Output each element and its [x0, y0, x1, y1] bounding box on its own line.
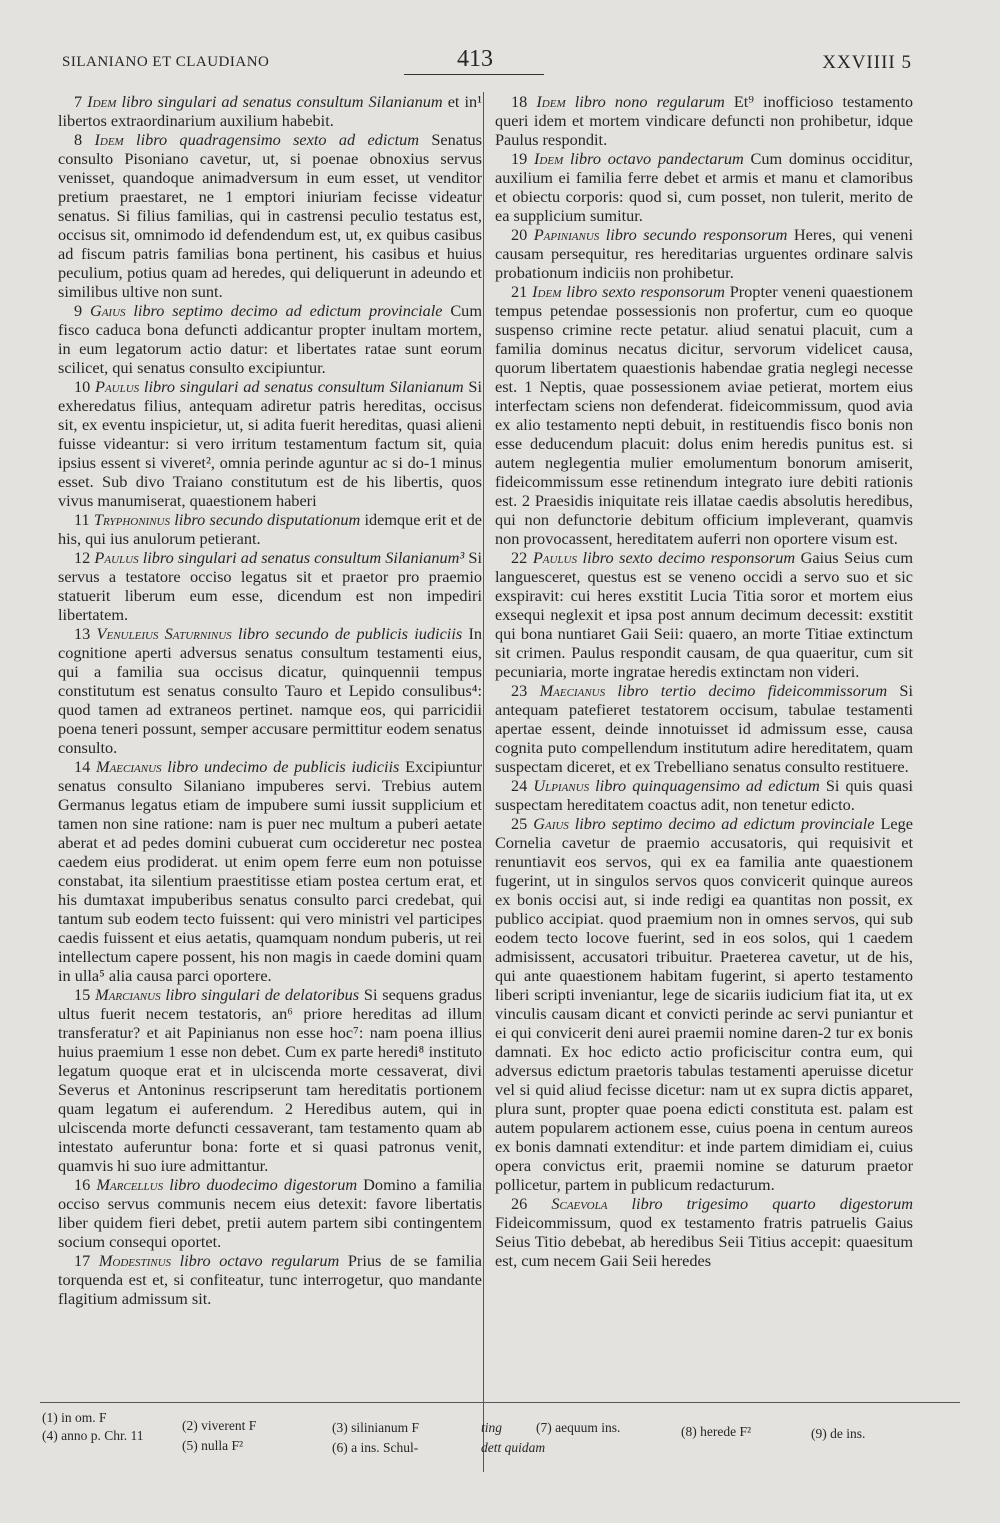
law-fragment: [495, 548, 913, 681]
fragment-source: libro quinquagensimo ad edictum: [595, 776, 820, 795]
fragment-author: Ulpianus: [533, 776, 590, 795]
fragment-source: libro singulari de delatoribus: [165, 985, 360, 1004]
fragment-author: Gaius: [89, 301, 126, 320]
fragment-author: Paulus: [532, 548, 577, 567]
law-fragment: [58, 92, 482, 130]
fragment-source: libro singulari ad senatus consultum Silanianum: [121, 92, 443, 111]
running-head-right: XXVIIII 5: [822, 52, 912, 73]
law-fragment: [58, 548, 482, 624]
law-fragment: [58, 985, 482, 1175]
fragment-number: 17: [74, 1251, 91, 1270]
fragment-author: Maecianus: [96, 757, 162, 776]
law-fragment: [495, 225, 913, 282]
footnote: (6) a ins. Schul-: [332, 1440, 419, 1455]
fragment-author: Papinianus: [533, 225, 600, 244]
footnote: (5) nulla F²: [182, 1438, 244, 1453]
fragment-text: Gaius Seius cum languesceret, questus est se veneno occidi a servo suo et sic exspiravit: cui heres exstitit Lucia Titia soror et mortem eius exsequi neglexit et ipsa post annum decimum decessit: exstitit qui bona nuntiaret Gaii Seii: quaero, an morte Titiae extinctum sit crimen. Paulus respondit causam, de qua quaeritur, cum sit pecuniaria, morte ingratae heredis extinctam non videri.: [495, 548, 914, 681]
column-divider: [483, 92, 484, 1472]
header-rule: [404, 74, 544, 75]
fragment-number: 18: [511, 92, 528, 111]
fragment-source: libro secundo responsorum: [605, 225, 788, 244]
fragment-text: Si sequens gradus ultus fuerit necem testatoris, an⁶ priore hereditas ad illum transferatur? et ait Papinianus non esse hoc⁷: nam poena illius huius praemium 1 esse non debet. Cum ex parte heredi⁸ instituto legatum quoque erat et in ulciscenda morte cessaverat, divi Severus et Antoninus rescripserunt tam hereditatis portionem quam legatum ei auferendum. 2 Heredibus autem, qui in ulciscenda morte defuncti cessaverant, tam testamento quam ab intestato auferuntur bona: forte et si quasi patronus venit, quamvis hi suo iure admittantur.: [58, 985, 482, 1175]
law-fragment: [58, 130, 482, 301]
fragment-author: Modestinus: [98, 1251, 172, 1270]
fragment-number: 15: [74, 985, 91, 1004]
fragment-number: 21: [511, 282, 528, 301]
fragment-text: Cum fisco caduca bona defuncti addicantur propter inultam mortem, in eum legatorum actio datur: et libertates ratae sunt eorum scilicet, qui senatus consulto excipiuntur.: [58, 301, 482, 377]
footnote: (2) viverent F: [182, 1418, 257, 1433]
law-fragment: [495, 814, 913, 1194]
fragment-text: Et⁹ inofficioso testamento queri idem et mortem vindicare defuncti non prohibetur, idque Paulus respondit.: [495, 92, 913, 149]
law-fragment: [58, 510, 482, 548]
fragment-number: 10: [74, 377, 91, 396]
law-fragment: [58, 757, 482, 985]
footnote-rule: [40, 1402, 960, 1403]
fragment-text: Domino a familia occiso servus communis necem eius detexit: favore libertatis liber quidem fieri debet, pretii autem partem sibi contingentem socium consequi oportet.: [58, 1175, 483, 1251]
footnote: (9) de ins.: [811, 1426, 866, 1441]
fragment-text: Si quis quasi suspectam hereditatem coactus adit, non tenetur edicto.: [495, 776, 913, 814]
fragment-author: Marcellus: [96, 1175, 164, 1194]
fragment-author: Marcianus: [95, 985, 161, 1004]
fragment-source: libro nono regularum: [574, 92, 725, 111]
fragment-source: libro sexto decimo responsorum: [582, 548, 796, 567]
fragment-source: libro quadragensimo sexto ad edictum: [136, 130, 419, 149]
footnote: dett quidam: [481, 1440, 546, 1455]
fragment-text: In cognitione aperti adversus senatus consultum testamenti eius, qui a familia sua occisus dicatur, quinquennii tempus constitutum est senatus consulto Tauro et Lepido consulibus⁴: quod tamen ad extraneos pertinet. namque eos, qui parricidii poena teneri possunt, semper accusare permittitur eodem senatus consulto.: [58, 624, 482, 757]
law-fragment: [495, 1194, 913, 1270]
fragment-author: Idem: [534, 149, 564, 168]
fragment-source: libro trigesimo quarto digestorum: [631, 1194, 913, 1213]
fragment-author: Gaius: [533, 814, 569, 833]
fragment-number: 25: [511, 814, 528, 833]
footnote: ting: [481, 1420, 503, 1435]
fragment-author: Paulus: [95, 377, 140, 396]
fragment-author: Tryphoninus: [93, 510, 170, 529]
fragment-text: idemque erit et de his, qui ius anulorum petierant.: [58, 510, 482, 548]
law-fragment: [495, 282, 913, 548]
fragment-number: 23: [511, 681, 528, 700]
law-fragment: [495, 681, 913, 776]
fragment-author: Venuleius Saturninus: [96, 624, 232, 643]
fragment-source: libro septimo decimo ad edictum provinciale: [574, 814, 875, 833]
law-fragment: [495, 149, 913, 225]
fragment-text: Heres, qui veneni causam persequitur, res hereditarias urguentes ordinare salvis probationum indiciis non prohibetur.: [495, 225, 913, 282]
fragment-number: 14: [74, 757, 91, 776]
fragment-source: libro sexto responsorum: [566, 282, 725, 301]
fragment-source: libro octavo regularum: [179, 1251, 340, 1270]
footnote: (8) herede F²: [681, 1424, 752, 1439]
fragment-text: Prius de se familia torquenda est et, si confiteatur, tunc interrogetur, quo mandante flagitium admissum sit.: [58, 1251, 482, 1308]
page-number: 413: [457, 46, 493, 72]
fragment-number: 24: [511, 776, 528, 795]
fragment-source: libro duodecimo digestorum: [169, 1175, 358, 1194]
running-head-left: SILANIANO ET CLAUDIANO: [62, 54, 270, 70]
fragment-text: Lege Cornelia cavetur de praemio accusatoris, qui requisivit et renuntiavit eos servos, qui ex ea familia ante quaestionem fugerint, ut in singulos servos quos convicerit quinque aureos ex bonis occisi aut, si inde redigi ea quantitas non possit, ex publico accipiat. quod praemium non in omnes servos, qui sub eodem tecto locove fuerint, sed in eos solos, qui 1 caedem admisissent, accusatori tribuitur. Praeterea cavetur, ut de his, qui ante quaestionem habitam fugerint, si aperto testamento liberi scripti inveniantur, lege de sicariis iudicium fiat ita, ut ex vinculis causam dicant et convicti perinde ac servi puniantur et ei qui convicerit deni aurei praemii nomine daren-2 tur ex bonis damnati. Ex hoc edicto actio proficiscitur contra eum, qui adversus edictum praetoris tabulas testamenti aperuisse dicetur vel si quid aliud fecisse dicetur: nam ut ex supra dictis apparet, plura sunt, propter quae poena edicti constituta est. palam est autem popularem actionem esse, cuius poena in centum aureos ex bonis damnati extenditur: et inde partem dimidiam ei, cuius opera convictus erit, praemii nomine se daturum praetor pollicetur, partem in publicum redacturum.: [495, 814, 913, 1194]
fragment-author: Idem: [532, 282, 562, 301]
fragment-source: libro octavo pandectarum: [569, 149, 744, 168]
fragment-text: et in¹ libertos extraordinarium auxilium habebit.: [58, 92, 483, 130]
fragment-number: 7: [74, 92, 83, 111]
fragment-number: 20: [511, 225, 528, 244]
fragment-text: Fideicommissum, quod ex testamento fratris patruelis Gaius Seius Titio debebat, ab heredibus Seii Titius accepit: quaesitum est, cum necem Gaii Seii heredes: [495, 1213, 913, 1270]
law-fragment: [58, 624, 482, 757]
fragment-author: Scaevola: [551, 1194, 608, 1213]
fragment-number: 22: [511, 548, 528, 567]
fragment-author: Paulus: [94, 548, 139, 567]
fragment-number: 11: [74, 510, 90, 529]
fragment-number: 19: [511, 149, 528, 168]
fragment-source: libro secundo disputationum: [174, 510, 361, 529]
fragment-text: Cum dominus occiditur, auxilium ei familia ferre debet et armis et manu et clamoribus et obiectu corporis: quod si, cum posset, non tulerit, merito de ea supplicium sumitur.: [495, 149, 913, 225]
right-column: [495, 92, 913, 1270]
fragment-author: Maecianus: [539, 681, 606, 700]
fragment-source: libro undecimo de publicis iudiciis: [167, 757, 400, 776]
fragment-source: libro singulari ad senatus consultum Silanianum: [143, 377, 464, 396]
law-fragment: [58, 377, 482, 510]
footnote: (3) silinianum F: [332, 1420, 419, 1435]
fragment-number: 26: [511, 1194, 528, 1213]
page-header: [62, 46, 912, 76]
fragment-source: libro singulari ad senatus consultum Silanianum³: [142, 548, 465, 567]
fragment-number: 13: [74, 624, 91, 643]
left-column: [58, 92, 482, 1308]
law-fragment: [58, 1175, 482, 1251]
footnote: (1) in om. F: [42, 1410, 107, 1425]
footnote: (4) anno p. Chr. 11: [42, 1428, 144, 1443]
fragment-number: 12: [74, 548, 91, 567]
fragment-text: Excipiuntur senatus consulto Silaniano impuberes servi. Trebius autem Germanus legatus etiam de impubere sumi iussit supplicium et tamen non sine ratione: nam is puer nec multum a puberi aetate aberat et ad pedes domini cubuerat cum occideretur nec postea caedem eius prodiderat. ut enim opem ferre eum non potuisse constabat, ita silentium praestitisse etiam postea certum erat, et his dumtaxat impuberibus senatus consulto parci credebat, qui tantum sub eodem tecto fuissent: qui vero ministri vel participes caedis fuissent et eius aetatis, quamquam nondum puberis, ut rei intellectum capere possent, his non magis in caede domini quam in ulla⁵ alia causa parci oportere.: [58, 757, 482, 985]
fragment-source: libro tertio decimo fideicommissorum: [617, 681, 888, 700]
law-fragment: [495, 92, 913, 149]
law-fragment: [495, 776, 913, 814]
fragment-author: Idem: [94, 130, 124, 149]
fragment-author: Idem: [536, 92, 566, 111]
fragment-text: Si exheredatus filius, antequam adiretur patris hereditas, occisus sit, ex eventu inspicietur, ut, si adita fuerit hereditas, quasi alieni fuisse videantur: si vero irritum testamentum factum sit, quia ipsius essent si viveret², omnia perinde aguntur ac si do-1 minus esset. Sub divo Traiano constitutum est de his libertis, quos vivus manumiserat, quaestionem haberi: [58, 377, 482, 510]
fragment-number: 16: [74, 1175, 91, 1194]
fragment-number: 8: [74, 130, 83, 149]
fragment-number: 9: [74, 301, 83, 320]
fragment-author: Idem: [87, 92, 117, 111]
fragment-source: libro secundo de publicis iudiciis: [237, 624, 463, 643]
fragment-text: Propter veneni quaestionem tempus petendae possessionis non profertur, cum eo quoque suspenso crimine recte petatur. aliud senatui placuit, cum a familia dominus necatus dicitur, servorum videlicet causa, quorum libertatem quaestionis habendae gratia neglegi necesse est. 1 Neptis, quae possessionem aviae petierat, mortem eius interfectam sciens non defenderat. fideicommissum, quod avia ex alio testamento nepti debuit, in restituendis fisco bonis non esse deducendum placuit: dolus enim heredis punitus est. si autem neglegentia mulier emolumentum bonorum amiserit, fideicommissum esse retinendum integrato iure debiti rationis est. 2 Praesidis iniquitate reis illatae caedis absolutis heredibus, qui non defunctorie debitum officium impleverant, quamvis non provocassent, hereditatem auferri non oportere visum est.: [495, 282, 913, 548]
footnote: (7) aequum ins.: [536, 1420, 621, 1435]
fragment-text: Si servus a testatore occiso legatus sit et praetor pro praemio statuerit liberum eum esse, dicendum est non impediri libertatem.: [58, 548, 482, 624]
fragment-text: Si antequam patefieret testatorem occisum, tabulae testamenti apertae essent, deinde innotuisset id admissum esse, causa cognita puto compellendum institutum adire hereditatem, quam suspectam diceret, et ex Trebelliano senatus consulto restituere.: [495, 681, 913, 776]
fragment-text: Senatus consulto Pisoniano cavetur, ut, si poenae obnoxius servus venisset, quandoque animadversum in eum esset, ut venditor pretium praestaret, ne 1 emptori iniuriam fecisse videatur senatus. Si filius familias, qui in castrensi peculio testatus est, occisus sit, omnimodo id defendendum est, ut, ex quibus casibus ad fiscum patris familias bona pertinent, his casibus et huius peculium, potius quam ad heredes, qui deliquerunt in adeundo et similibus ultive non sunt.: [58, 130, 482, 301]
fragment-source: libro septimo decimo ad edictum provinciale: [133, 301, 443, 320]
law-fragment: [58, 1251, 482, 1308]
law-fragment: [58, 301, 482, 377]
